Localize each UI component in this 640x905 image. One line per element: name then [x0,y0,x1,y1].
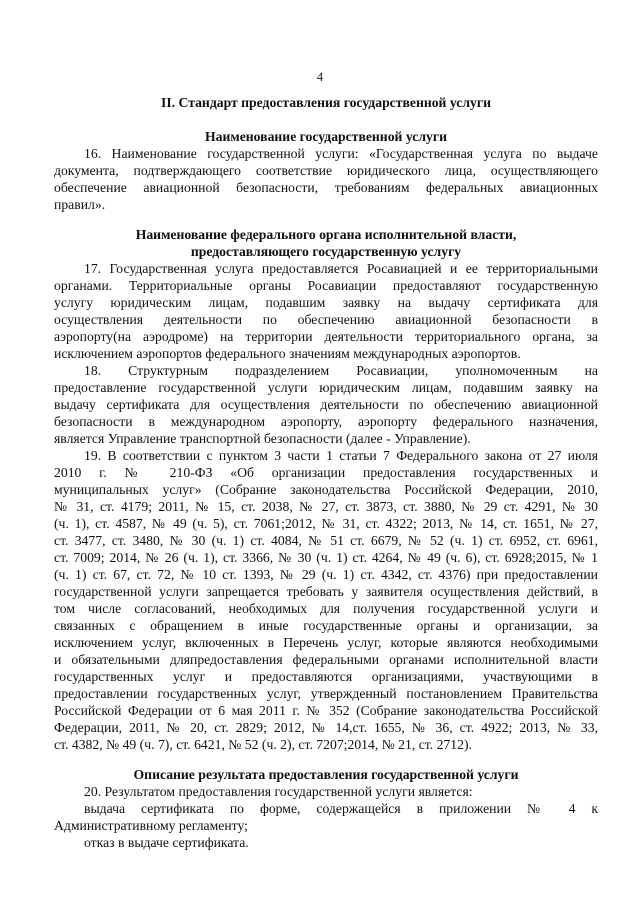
p18-line: выдачу сертификата для осуществления деятельности по обеспечению авиационной [54,397,598,412]
p19-line: Федерации, 2011, № 20, ст. 2829; 2012, № 14,ст. 1655, № 36, ст. 4922; 2013, № 33, [54,720,598,735]
p16-line: обеспечение авиационной безопасности, требованиям федеральных авиационных [54,180,598,195]
p19-line: муниципальных услуг» (Собрание законодательства Российской Федерации, 2010, [54,482,598,497]
subheading-organ: предоставляющего государственную услугу [190,244,462,259]
p19-line: Российской Федерации от 6 мая 2011 г. № 352 (Собрание законодательства Российской [54,703,598,718]
p19-line: исключением услуг, включенных в Перечень услуг, которые являются необходимыми [54,635,598,650]
p19-line: государственных услуг и предоставляются организациями, участвующими в [54,669,598,684]
p19-line: том числе согласований, необходимых для получения государственной услуги и [54,601,598,616]
p17-line: аэропорту(на аэродроме) на территории деятельности территориального органа, за [54,329,598,344]
p19-line: № 31, ст. 4179; 2011, № 15, ст. 2038, № 27, ст. 3873, ст. 3880, № 29 ст. 4291, № 30 [54,499,598,514]
p20-line: отказ в выдаче сертификата. [84,835,249,850]
p18-line: 18. Структурным подразделением Росавиации, уполномоченным на [84,363,598,378]
p18-line: безопасности в международном аэропорту, аэропорту федерального назначения, [54,414,598,429]
subheading-organ: Наименование федерального органа исполнительной власти, [135,227,517,242]
p16-line: документа, подтверждающего соответствие юридического лица, осуществляющего [54,163,598,178]
p20-line: Административному регламенту; [54,818,248,833]
p19-line: и обязательными дляпредоставления федеральными органами исполнительной власти [54,652,598,667]
subheading-result: Описание результата предоставления государственной услуги [133,767,519,782]
p18-line: является Управление транспортной безопасности (далее - Управление). [54,431,471,446]
subheading-service-name: Наименование государственной услуги [205,129,447,144]
p17-line: исключением аэропортов федерального значениям международных аэропортов. [54,346,521,361]
p18-line: предоставление государственной услуги юридическим лицам, подавшим заявку на [54,380,598,395]
p19-line: (ч. 1) ст. 67, ст. 72, № 10 ст. 1393, № 29 (ч. 1) ст. 4342, ст. 4376) при предоставлении [54,567,598,582]
section-title: II. Стандарт предоставления государственной услуги [161,95,491,110]
p19-line: ст. 7009; 2014, № 26 (ч. 1), ст. 3366, № 30 (ч. 1) ст. 4264, № 49 (ч. 6), ст. 6928;2015, № 1 [54,550,598,565]
p19-line: государственной услуги запрещается требовать у заявителя осуществления действий, в [54,584,598,599]
p19-line: предоставлении государственных услуг, утвержденный постановлением Правительства [54,686,598,701]
p17-line: услугу юридическим лицам, подавшим заявку на выдачу сертификата для [54,295,598,310]
p16-line: 16. Наименование государственной услуги: «Государственная услуга по выдаче [84,146,598,161]
p19-line: 19. В соответствии с пунктом 3 части 1 статьи 7 Федерального закона от 27 июля [84,448,598,463]
p19-line: связанных с обращением в иные государственные органы и организации, за [54,618,598,633]
p17-line: органами. Территориальные органы Росавиации предоставляют государственную [54,278,598,293]
p19-line: ст. 3477, ст. 3480, № 30 (ч. 1) ст. 4084, № 51 ст. 6679, № 52 (ч. 1) ст. 6952, ст. 6961, [54,533,598,548]
p20-line: 20. Результатом предоставления государственной услуги является: [84,784,473,799]
p16-line: правил». [54,197,106,212]
p17-line: 17. Государственная услуга предоставляется Росавиацией и ее территориальными [84,261,598,276]
p19-line: ст. 4382, № 49 (ч. 7), ст. 6421, № 52 (ч. 2), ст. 7207;2014, № 21, ст. 2712). [54,737,472,752]
p19-line: 2010 г. № 210-ФЗ «Об организации предоставления государственных и [54,465,598,480]
p20-line: выдача сертификата по форме, содержащейся в приложении № 4 к [84,801,598,816]
page-number: 4 [316,70,324,84]
p17-line: осуществления деятельности по обеспечению авиационной безопасности в [54,312,598,327]
p19-line: (ч. 1), ст. 4587, № 49 (ч. 5), ст. 7061;2012, № 31, ст. 4322; 2013, № 14, ст. 1651, № 27, [54,516,598,531]
